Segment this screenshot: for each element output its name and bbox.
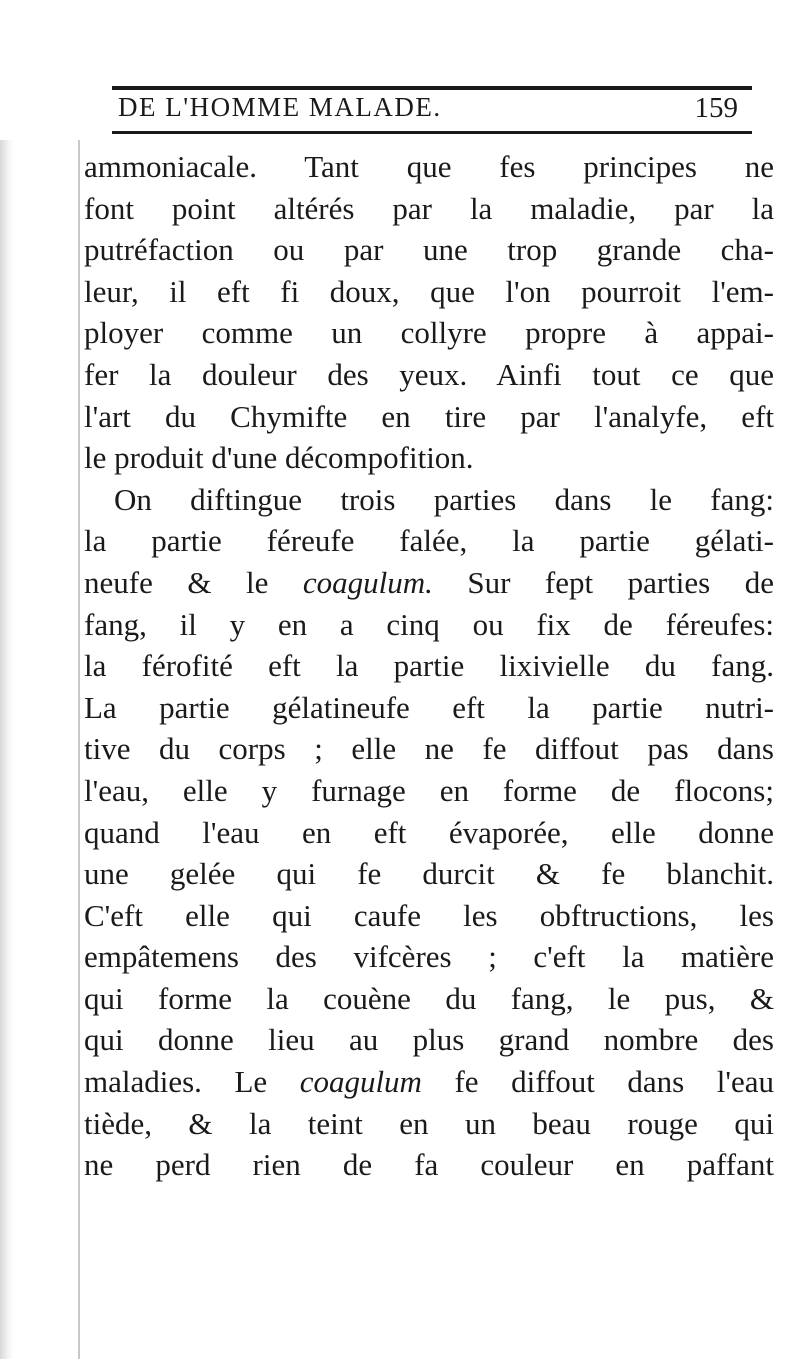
text-line: la partie féreufe falée, la partie gélati- bbox=[84, 523, 774, 559]
running-title: DE L'HOMME MALADE. bbox=[118, 92, 442, 122]
page-number: 159 bbox=[694, 92, 738, 124]
text-line: qui forme la couène du fang, le pus, & bbox=[84, 980, 774, 1016]
text-line: putréfaction ou par une trop grande cha- bbox=[84, 232, 774, 268]
body-text bbox=[84, 146, 774, 1186]
text-line: La partie gélatineufe eft la partie nutri- bbox=[84, 689, 774, 725]
text-line: le produit d'une décompofition. bbox=[84, 440, 474, 476]
paragraph-start-line: On diftingue trois parties dans le fang: bbox=[114, 481, 774, 517]
text-line: C'eft elle qui caufe les obftructions, les bbox=[84, 897, 774, 933]
text-line: empâtemens des vifcères ; c'eft la matière bbox=[84, 939, 774, 975]
page-edge-shadow bbox=[0, 140, 14, 1359]
text-line: fang, il y en a cinq ou fix de féreufes: bbox=[84, 606, 774, 642]
text-line: neufe & le coagulum. Sur fept parties de bbox=[84, 564, 774, 600]
text-line: tive du corps ; elle ne fe diffout pas dans bbox=[84, 731, 774, 767]
text-line: l'eau, elle y furnage en forme de flocons; bbox=[84, 772, 774, 808]
running-header bbox=[112, 92, 752, 132]
text-line: fer la douleur des yeux. Ainfi tout ce que bbox=[84, 356, 774, 392]
text-line: ne perd rien de fa couleur en paffant bbox=[84, 1147, 774, 1183]
text-line: maladies. Le coagulum fe diffout dans l'eau bbox=[84, 1064, 774, 1100]
text-line: ammoniacale. Tant que fes principes ne bbox=[84, 149, 774, 184]
text-line: tiède, & la teint en un beau rouge qui bbox=[84, 1105, 774, 1141]
gutter-line bbox=[78, 140, 80, 1359]
text-line: l'art du Chymifte en tire par l'analyfe, eft bbox=[84, 398, 774, 434]
header-bottom-rule bbox=[112, 131, 752, 134]
text-line: leur, il eft fi doux, que l'on pourroit l'em- bbox=[84, 273, 774, 309]
text-line: quand l'eau en eft évaporée, elle donne bbox=[84, 814, 774, 850]
text-line: qui donne lieu au plus grand nombre des bbox=[84, 1022, 774, 1058]
text-line: ployer comme un collyre propre à appai- bbox=[84, 315, 774, 351]
text-line: font point altérés par la maladie, par la bbox=[84, 190, 774, 226]
header-top-rule bbox=[112, 86, 752, 90]
text-line: une gelée qui fe durcit & fe blanchit. bbox=[84, 856, 774, 892]
text-line: la férofité eft la partie lixivielle du fang. bbox=[84, 648, 774, 684]
italic-term: coagulum bbox=[299, 1064, 422, 1100]
italic-term: coagulum. bbox=[302, 564, 433, 600]
